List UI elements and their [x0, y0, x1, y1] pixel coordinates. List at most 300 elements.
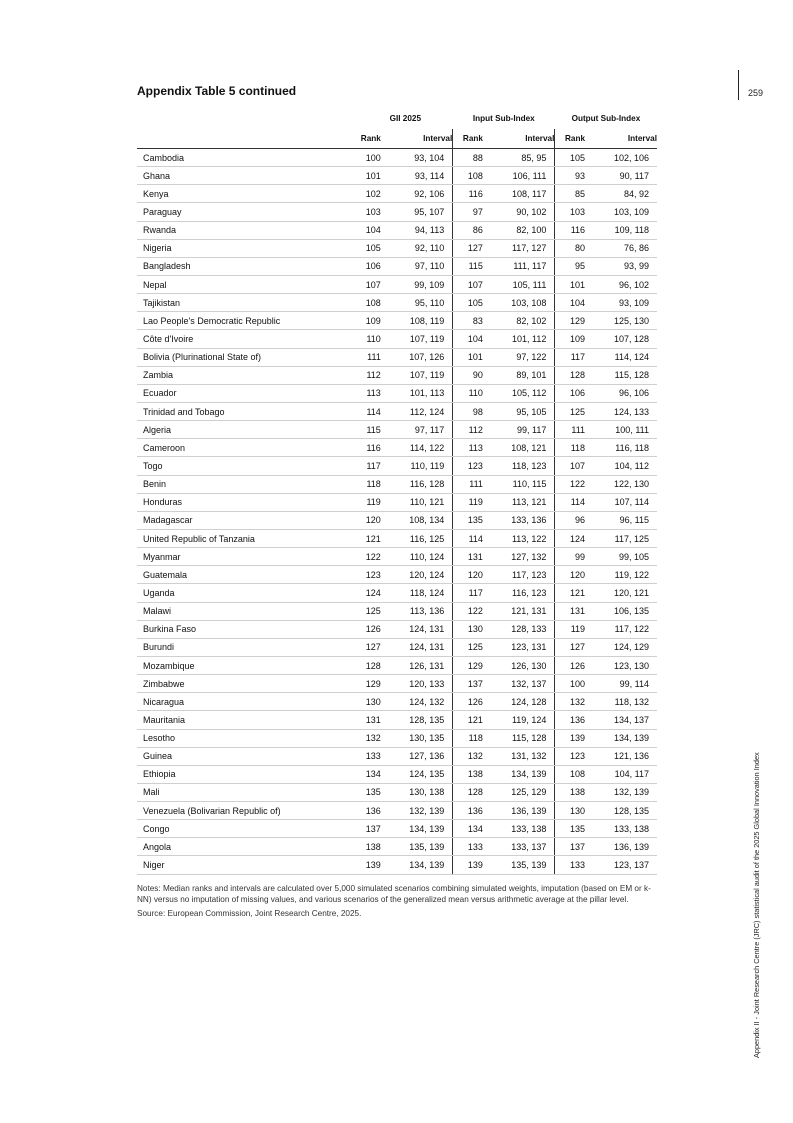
cell-output-interval: 107, 128: [585, 330, 657, 348]
cell-gii-rank: 135: [358, 783, 381, 801]
header-input-interval: Interval: [483, 129, 555, 149]
cell-country: Congo: [137, 820, 358, 838]
cell-output-interval: 122, 130: [585, 475, 657, 493]
cell-gii-interval: 130, 135: [381, 729, 453, 747]
table-row: [137, 548, 657, 566]
cell-output-rank: 106: [555, 384, 585, 402]
cell-output-interval: 128, 135: [585, 802, 657, 820]
cell-gii-rank: 107: [358, 275, 381, 293]
table-row: [137, 402, 657, 420]
cell-output-rank: 133: [555, 856, 585, 874]
table-row: [137, 457, 657, 475]
cell-input-rank: 131: [453, 548, 483, 566]
cell-input-interval: 126, 130: [483, 656, 555, 674]
table-row: [137, 294, 657, 312]
cell-gii-interval: 113, 136: [381, 602, 453, 620]
notes-source: Source: European Commission, Joint Research Centre, 2025.: [137, 908, 362, 918]
cell-input-interval: 113, 121: [483, 493, 555, 511]
cell-input-interval: 136, 139: [483, 802, 555, 820]
cell-input-interval: 106, 111: [483, 167, 555, 185]
cell-input-rank: 111: [453, 475, 483, 493]
table-title: Appendix Table 5 continued: [137, 84, 297, 98]
cell-gii-interval: 118, 124: [381, 584, 453, 602]
cell-output-rank: 114: [555, 493, 585, 511]
cell-gii-interval: 124, 132: [381, 693, 453, 711]
appendix-table: [137, 110, 657, 875]
cell-output-interval: 119, 122: [585, 566, 657, 584]
cell-output-interval: 99, 114: [585, 675, 657, 693]
cell-country: Kenya: [137, 185, 358, 203]
table-row: [137, 221, 657, 239]
table-row: [137, 856, 657, 874]
cell-gii-rank: 109: [358, 312, 381, 330]
cell-gii-interval: 112, 124: [381, 402, 453, 420]
cell-output-rank: 127: [555, 638, 585, 656]
cell-output-rank: 109: [555, 330, 585, 348]
cell-gii-rank: 110: [358, 330, 381, 348]
cell-gii-interval: 92, 106: [381, 185, 453, 203]
cell-country: Côte d'Ivoire: [137, 330, 358, 348]
cell-input-interval: 97, 122: [483, 348, 555, 366]
side-running-caption: Appendix II - Joint Research Centre (JRC) statistical audit of the 2025 Global Innovation Index: [752, 752, 761, 1058]
header-output-interval: Interval: [585, 129, 657, 149]
page-number-rule: [738, 70, 739, 100]
cell-output-rank: 123: [555, 747, 585, 765]
cell-input-rank: 116: [453, 185, 483, 203]
cell-output-rank: 128: [555, 366, 585, 384]
cell-country: Bangladesh: [137, 257, 358, 275]
table-row: [137, 275, 657, 293]
cell-input-rank: 97: [453, 203, 483, 221]
cell-input-interval: 111, 117: [483, 257, 555, 275]
cell-gii-rank: 133: [358, 747, 381, 765]
cell-input-interval: 101, 112: [483, 330, 555, 348]
cell-gii-interval: 110, 119: [381, 457, 453, 475]
cell-gii-interval: 97, 117: [381, 421, 453, 439]
cell-output-interval: 104, 112: [585, 457, 657, 475]
cell-input-rank: 112: [453, 421, 483, 439]
cell-country: Bolivia (Plurinational State of): [137, 348, 358, 366]
cell-output-interval: 125, 130: [585, 312, 657, 330]
cell-output-rank: 101: [555, 275, 585, 293]
cell-gii-rank: 137: [358, 820, 381, 838]
cell-gii-rank: 122: [358, 548, 381, 566]
cell-output-rank: 108: [555, 765, 585, 783]
cell-input-interval: 90, 102: [483, 203, 555, 221]
cell-output-interval: 124, 133: [585, 402, 657, 420]
cell-input-rank: 139: [453, 856, 483, 874]
cell-output-interval: 103, 109: [585, 203, 657, 221]
cell-output-rank: 118: [555, 439, 585, 457]
table-row: [137, 711, 657, 729]
cell-input-interval: 132, 137: [483, 675, 555, 693]
cell-output-interval: 133, 138: [585, 820, 657, 838]
table-row: [137, 675, 657, 693]
cell-input-interval: 123, 131: [483, 638, 555, 656]
cell-country: Mozambique: [137, 656, 358, 674]
cell-input-rank: 129: [453, 656, 483, 674]
header-gii-rank: Rank: [358, 129, 381, 149]
cell-output-rank: 135: [555, 820, 585, 838]
cell-gii-interval: 130, 138: [381, 783, 453, 801]
cell-gii-interval: 114, 122: [381, 439, 453, 457]
cell-gii-rank: 125: [358, 602, 381, 620]
cell-gii-rank: 134: [358, 765, 381, 783]
cell-country: Trinidad and Tobago: [137, 402, 358, 420]
cell-gii-interval: 110, 121: [381, 493, 453, 511]
cell-gii-interval: 135, 139: [381, 838, 453, 856]
cell-gii-rank: 123: [358, 566, 381, 584]
cell-output-interval: 136, 139: [585, 838, 657, 856]
cell-country: Ghana: [137, 167, 358, 185]
cell-output-interval: 117, 125: [585, 529, 657, 547]
cell-input-interval: 105, 112: [483, 384, 555, 402]
cell-gii-rank: 102: [358, 185, 381, 203]
header-gii-interval: Interval: [381, 129, 453, 149]
cell-gii-rank: 108: [358, 294, 381, 312]
cell-gii-rank: 131: [358, 711, 381, 729]
cell-output-interval: 93, 99: [585, 257, 657, 275]
cell-gii-rank: 139: [358, 856, 381, 874]
cell-gii-interval: 95, 110: [381, 294, 453, 312]
cell-input-interval: 82, 100: [483, 221, 555, 239]
cell-gii-rank: 121: [358, 529, 381, 547]
cell-gii-interval: 134, 139: [381, 856, 453, 874]
cell-country: United Republic of Tanzania: [137, 529, 358, 547]
cell-output-interval: 102, 106: [585, 149, 657, 167]
table-row: [137, 620, 657, 638]
cell-output-rank: 129: [555, 312, 585, 330]
table-row: [137, 783, 657, 801]
table-row: [137, 693, 657, 711]
cell-country: Algeria: [137, 421, 358, 439]
cell-gii-rank: 116: [358, 439, 381, 457]
cell-gii-interval: 101, 113: [381, 384, 453, 402]
cell-gii-rank: 119: [358, 493, 381, 511]
cell-gii-interval: 120, 124: [381, 566, 453, 584]
cell-input-rank: 122: [453, 602, 483, 620]
cell-input-interval: 125, 129: [483, 783, 555, 801]
cell-country: Lao People's Democratic Republic: [137, 312, 358, 330]
cell-gii-interval: 97, 110: [381, 257, 453, 275]
cell-output-rank: 85: [555, 185, 585, 203]
cell-output-rank: 111: [555, 421, 585, 439]
cell-gii-interval: 116, 125: [381, 529, 453, 547]
cell-input-rank: 118: [453, 729, 483, 747]
cell-country: Malawi: [137, 602, 358, 620]
cell-gii-interval: 93, 104: [381, 149, 453, 167]
cell-input-interval: 108, 121: [483, 439, 555, 457]
cell-gii-rank: 117: [358, 457, 381, 475]
cell-gii-rank: 105: [358, 239, 381, 257]
cell-gii-interval: 124, 135: [381, 765, 453, 783]
cell-output-rank: 107: [555, 457, 585, 475]
table-row: [137, 330, 657, 348]
table-notes: [137, 884, 662, 919]
cell-output-interval: 96, 102: [585, 275, 657, 293]
cell-output-rank: 139: [555, 729, 585, 747]
cell-output-rank: 121: [555, 584, 585, 602]
cell-output-interval: 109, 118: [585, 221, 657, 239]
cell-output-interval: 107, 114: [585, 493, 657, 511]
cell-gii-rank: 114: [358, 402, 381, 420]
cell-gii-rank: 129: [358, 675, 381, 693]
table-row: [137, 439, 657, 457]
table-row: [137, 185, 657, 203]
cell-input-rank: 132: [453, 747, 483, 765]
table-row: [137, 729, 657, 747]
cell-output-interval: 93, 109: [585, 294, 657, 312]
cell-output-rank: 95: [555, 257, 585, 275]
cell-country: Mauritania: [137, 711, 358, 729]
cell-gii-interval: 132, 139: [381, 802, 453, 820]
cell-output-rank: 117: [555, 348, 585, 366]
cell-input-interval: 128, 133: [483, 620, 555, 638]
cell-output-interval: 116, 118: [585, 439, 657, 457]
cell-country: Burundi: [137, 638, 358, 656]
cell-output-rank: 103: [555, 203, 585, 221]
cell-gii-rank: 111: [358, 348, 381, 366]
cell-output-interval: 76, 86: [585, 239, 657, 257]
cell-gii-rank: 120: [358, 511, 381, 529]
cell-gii-interval: 120, 133: [381, 675, 453, 693]
cell-input-rank: 113: [453, 439, 483, 457]
cell-country: Zimbabwe: [137, 675, 358, 693]
cell-country: Mali: [137, 783, 358, 801]
table-row: [137, 239, 657, 257]
cell-output-interval: 90, 117: [585, 167, 657, 185]
table-row: [137, 384, 657, 402]
cell-gii-rank: 132: [358, 729, 381, 747]
cell-input-interval: 121, 131: [483, 602, 555, 620]
cell-output-rank: 122: [555, 475, 585, 493]
cell-gii-rank: 100: [358, 149, 381, 167]
cell-gii-rank: 128: [358, 656, 381, 674]
table-row: [137, 167, 657, 185]
table-row: [137, 747, 657, 765]
cell-output-interval: 120, 121: [585, 584, 657, 602]
cell-gii-rank: 127: [358, 638, 381, 656]
notes-text: Notes: Median ranks and intervals are calculated over 5,000 simulated scenarios combining simulated weights, imputation (based on EM or k-NN) versus no imputation of missing values, and various scenarios of the generalized mean versus arithmetic average at the pillar level.: [137, 884, 651, 904]
cell-gii-rank: 101: [358, 167, 381, 185]
cell-gii-interval: 92, 110: [381, 239, 453, 257]
cell-input-interval: 118, 123: [483, 457, 555, 475]
cell-gii-rank: 130: [358, 693, 381, 711]
cell-input-interval: 133, 136: [483, 511, 555, 529]
cell-gii-interval: 127, 136: [381, 747, 453, 765]
cell-output-rank: 137: [555, 838, 585, 856]
table-row: [137, 366, 657, 384]
cell-output-rank: 100: [555, 675, 585, 693]
header-output-rank: Rank: [555, 129, 585, 149]
cell-gii-interval: 116, 128: [381, 475, 453, 493]
cell-input-rank: 130: [453, 620, 483, 638]
cell-input-rank: 121: [453, 711, 483, 729]
cell-output-interval: 123, 130: [585, 656, 657, 674]
cell-gii-rank: 104: [358, 221, 381, 239]
group-header-output: Output Sub-Index: [571, 114, 641, 123]
cell-output-interval: 117, 122: [585, 620, 657, 638]
cell-gii-rank: 118: [358, 475, 381, 493]
cell-input-interval: 133, 137: [483, 838, 555, 856]
table-row: [137, 802, 657, 820]
table-row: [137, 511, 657, 529]
cell-gii-interval: 108, 119: [381, 312, 453, 330]
cell-gii-rank: 126: [358, 620, 381, 638]
cell-country: Paraguay: [137, 203, 358, 221]
cell-input-rank: 110: [453, 384, 483, 402]
cell-country: Burkina Faso: [137, 620, 358, 638]
cell-gii-rank: 138: [358, 838, 381, 856]
cell-gii-interval: 134, 139: [381, 820, 453, 838]
cell-input-interval: 108, 117: [483, 185, 555, 203]
cell-gii-interval: 108, 134: [381, 511, 453, 529]
cell-input-rank: 104: [453, 330, 483, 348]
table-body: [137, 149, 657, 875]
cell-output-interval: 99, 105: [585, 548, 657, 566]
cell-output-rank: 138: [555, 783, 585, 801]
cell-gii-interval: 110, 124: [381, 548, 453, 566]
cell-input-rank: 133: [453, 838, 483, 856]
cell-input-interval: 117, 127: [483, 239, 555, 257]
table-row: [137, 421, 657, 439]
cell-gii-interval: 99, 109: [381, 275, 453, 293]
cell-country: Ethiopia: [137, 765, 358, 783]
cell-output-rank: 136: [555, 711, 585, 729]
cell-country: Guatemala: [137, 566, 358, 584]
cell-input-interval: 117, 123: [483, 566, 555, 584]
cell-input-interval: 115, 128: [483, 729, 555, 747]
cell-gii-interval: 107, 126: [381, 348, 453, 366]
cell-input-interval: 105, 111: [483, 275, 555, 293]
cell-gii-interval: 94, 113: [381, 221, 453, 239]
cell-output-interval: 124, 129: [585, 638, 657, 656]
table-row: [137, 820, 657, 838]
cell-input-rank: 101: [453, 348, 483, 366]
cell-gii-interval: 107, 119: [381, 330, 453, 348]
cell-gii-rank: 136: [358, 802, 381, 820]
cell-country: Nicaragua: [137, 693, 358, 711]
cell-input-interval: 124, 128: [483, 693, 555, 711]
table-row: [137, 312, 657, 330]
cell-output-rank: 119: [555, 620, 585, 638]
cell-gii-rank: 103: [358, 203, 381, 221]
table-row: [137, 493, 657, 511]
table-row: [137, 566, 657, 584]
cell-output-interval: 100, 111: [585, 421, 657, 439]
cell-output-rank: 120: [555, 566, 585, 584]
cell-country: Niger: [137, 856, 358, 874]
cell-output-interval: 132, 139: [585, 783, 657, 801]
cell-country: Nepal: [137, 275, 358, 293]
cell-gii-rank: 115: [358, 421, 381, 439]
cell-country: Ecuador: [137, 384, 358, 402]
cell-country: Benin: [137, 475, 358, 493]
table-row: [137, 257, 657, 275]
cell-input-rank: 115: [453, 257, 483, 275]
cell-input-interval: 133, 138: [483, 820, 555, 838]
cell-input-interval: 103, 108: [483, 294, 555, 312]
cell-country: Guinea: [137, 747, 358, 765]
cell-input-interval: 127, 132: [483, 548, 555, 566]
cell-output-interval: 134, 137: [585, 711, 657, 729]
cell-country: Honduras: [137, 493, 358, 511]
cell-country: Cameroon: [137, 439, 358, 457]
cell-input-rank: 125: [453, 638, 483, 656]
cell-input-rank: 107: [453, 275, 483, 293]
cell-input-interval: 110, 115: [483, 475, 555, 493]
cell-input-interval: 134, 139: [483, 765, 555, 783]
cell-country: Angola: [137, 838, 358, 856]
cell-country: Myanmar: [137, 548, 358, 566]
cell-input-rank: 123: [453, 457, 483, 475]
cell-output-rank: 126: [555, 656, 585, 674]
cell-output-rank: 105: [555, 149, 585, 167]
cell-input-interval: 89, 101: [483, 366, 555, 384]
cell-input-rank: 108: [453, 167, 483, 185]
cell-input-interval: 113, 122: [483, 529, 555, 547]
table-row: [137, 475, 657, 493]
cell-country: Rwanda: [137, 221, 358, 239]
table-row: [137, 638, 657, 656]
cell-output-interval: 123, 137: [585, 856, 657, 874]
cell-input-interval: 99, 117: [483, 421, 555, 439]
cell-output-interval: 121, 136: [585, 747, 657, 765]
cell-input-rank: 83: [453, 312, 483, 330]
page-number: 259: [748, 88, 764, 98]
cell-input-interval: 82, 102: [483, 312, 555, 330]
cell-input-interval: 85, 95: [483, 149, 555, 167]
cell-output-rank: 131: [555, 602, 585, 620]
cell-input-rank: 88: [453, 149, 483, 167]
cell-gii-rank: 112: [358, 366, 381, 384]
cell-output-interval: 106, 135: [585, 602, 657, 620]
cell-input-rank: 86: [453, 221, 483, 239]
cell-input-interval: 131, 132: [483, 747, 555, 765]
table-row: [137, 584, 657, 602]
cell-input-rank: 119: [453, 493, 483, 511]
cell-output-interval: 118, 132: [585, 693, 657, 711]
cell-output-interval: 84, 92: [585, 185, 657, 203]
cell-gii-rank: 124: [358, 584, 381, 602]
cell-input-rank: 137: [453, 675, 483, 693]
cell-input-interval: 135, 139: [483, 856, 555, 874]
cell-output-rank: 104: [555, 294, 585, 312]
cell-gii-interval: 126, 131: [381, 656, 453, 674]
table-row: [137, 838, 657, 856]
table-row: [137, 602, 657, 620]
cell-input-rank: 120: [453, 566, 483, 584]
cell-country: Madagascar: [137, 511, 358, 529]
cell-gii-interval: 107, 119: [381, 366, 453, 384]
cell-input-rank: 134: [453, 820, 483, 838]
cell-country: Lesotho: [137, 729, 358, 747]
cell-output-rank: 93: [555, 167, 585, 185]
table-row: [137, 656, 657, 674]
cell-input-interval: 116, 123: [483, 584, 555, 602]
cell-output-interval: 104, 117: [585, 765, 657, 783]
table-row: [137, 765, 657, 783]
cell-output-interval: 115, 128: [585, 366, 657, 384]
cell-gii-interval: 93, 114: [381, 167, 453, 185]
cell-country: Uganda: [137, 584, 358, 602]
cell-output-rank: 99: [555, 548, 585, 566]
cell-output-interval: 114, 124: [585, 348, 657, 366]
cell-gii-interval: 128, 135: [381, 711, 453, 729]
cell-output-interval: 96, 106: [585, 384, 657, 402]
cell-input-rank: 135: [453, 511, 483, 529]
header-country: [137, 129, 358, 149]
